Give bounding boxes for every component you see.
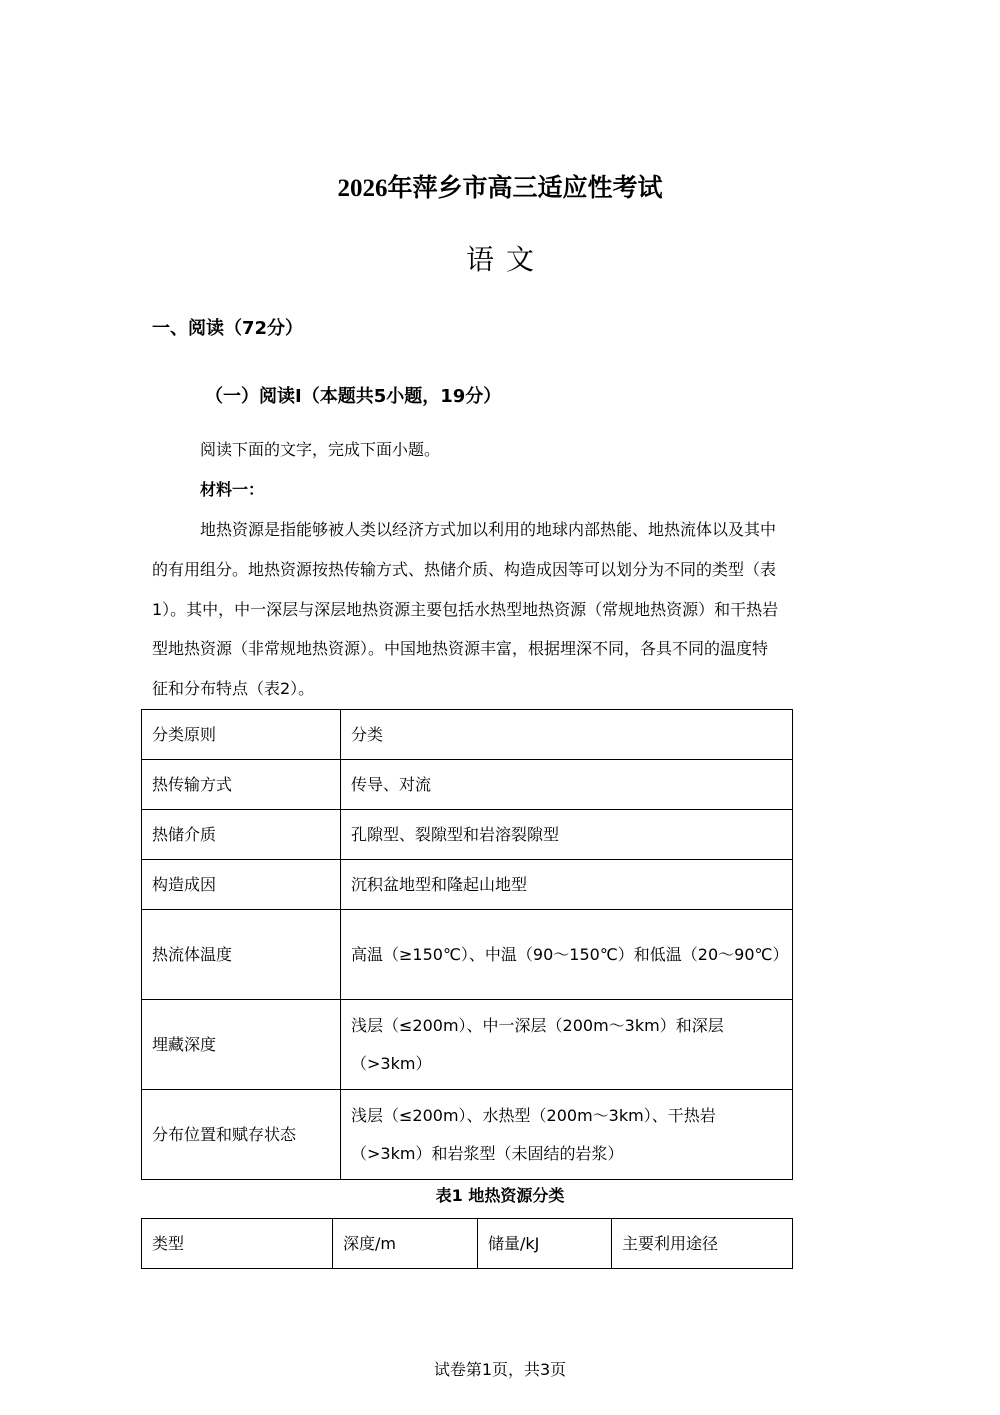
table-cell: 沉积盆地型和隆起山地型 xyxy=(341,860,793,910)
table-header-cell: 分类 xyxy=(341,710,793,760)
table-header-cell: 主要利用途径 xyxy=(612,1219,793,1269)
table-header-cell: 类型 xyxy=(142,1219,333,1269)
geothermal-types-table xyxy=(141,1218,793,1269)
table-header-row xyxy=(142,710,793,760)
table-row xyxy=(142,1090,793,1180)
table-header-row xyxy=(142,1219,793,1269)
paragraph-line: 的有用组分。地热资源按热传输方式、热储介质、构造成因等可以划分为不同的类型（表 xyxy=(152,560,777,579)
paragraph-line: 1）。其中，中一深层与深层地热资源主要包括水热型地热资源（常规地热资源）和干热岩 xyxy=(152,600,779,619)
table-row xyxy=(142,1000,793,1090)
table-cell: 埋藏深度 xyxy=(142,1000,341,1090)
table-cell: 热传输方式 xyxy=(142,760,341,810)
table-cell: 热储介质 xyxy=(142,810,341,860)
instruction-text: 阅读下面的文字，完成下面小题。 xyxy=(200,440,441,459)
material-label: 材料一： xyxy=(200,480,265,499)
table-cell: 构造成因 xyxy=(142,860,341,910)
table-row xyxy=(142,760,793,810)
table-cell: 传导、对流 xyxy=(341,760,793,810)
table-cell: 浅层（≤200m）、中一深层（200m～3km）和深层（>3km） xyxy=(341,1000,793,1090)
table-cell: 浅层（≤200m）、水热型（200m～3km）、干热岩（>3km）和岩浆型（未固结的岩浆） xyxy=(341,1090,793,1180)
table-cell: 孔隙型、裂隙型和岩溶裂隙型 xyxy=(341,810,793,860)
table-cell: 分布位置和赋存状态 xyxy=(142,1090,341,1180)
table-cell: 高温（≥150℃）、中温（90～150℃）和低温（20～90℃） xyxy=(341,910,793,1000)
exam-title: 2026年萍乡市高三适应性考试 xyxy=(337,175,663,202)
subsection-heading: （一）阅读I（本题共5小题，19分） xyxy=(205,386,502,407)
paragraph-line: 型地热资源（非常规地热资源）。中国地热资源丰富，根据埋深不同，各具不同的温度特 xyxy=(152,639,769,658)
section-heading: 一、阅读（72分） xyxy=(152,318,304,339)
subject-title: 语文 xyxy=(465,243,546,276)
table-header-cell: 储量/kJ xyxy=(478,1219,612,1269)
table-header-cell: 深度/m xyxy=(333,1219,478,1269)
paragraph-line: 征和分布特点（表2）。 xyxy=(152,679,315,698)
table-row xyxy=(142,810,793,860)
table-header-cell: 分类原则 xyxy=(142,710,341,760)
page-footer: 试卷第1页，共3页 xyxy=(433,1360,567,1379)
geothermal-classification-table xyxy=(141,709,793,1180)
table-row xyxy=(142,910,793,1000)
table-caption: 表1 地热资源分类 xyxy=(435,1186,565,1205)
table-cell: 热流体温度 xyxy=(142,910,341,1000)
paragraph-line: 地热资源是指能够被人类以经济方式加以利用的地球内部热能、地热流体以及其中 xyxy=(200,520,777,539)
table-row xyxy=(142,860,793,910)
